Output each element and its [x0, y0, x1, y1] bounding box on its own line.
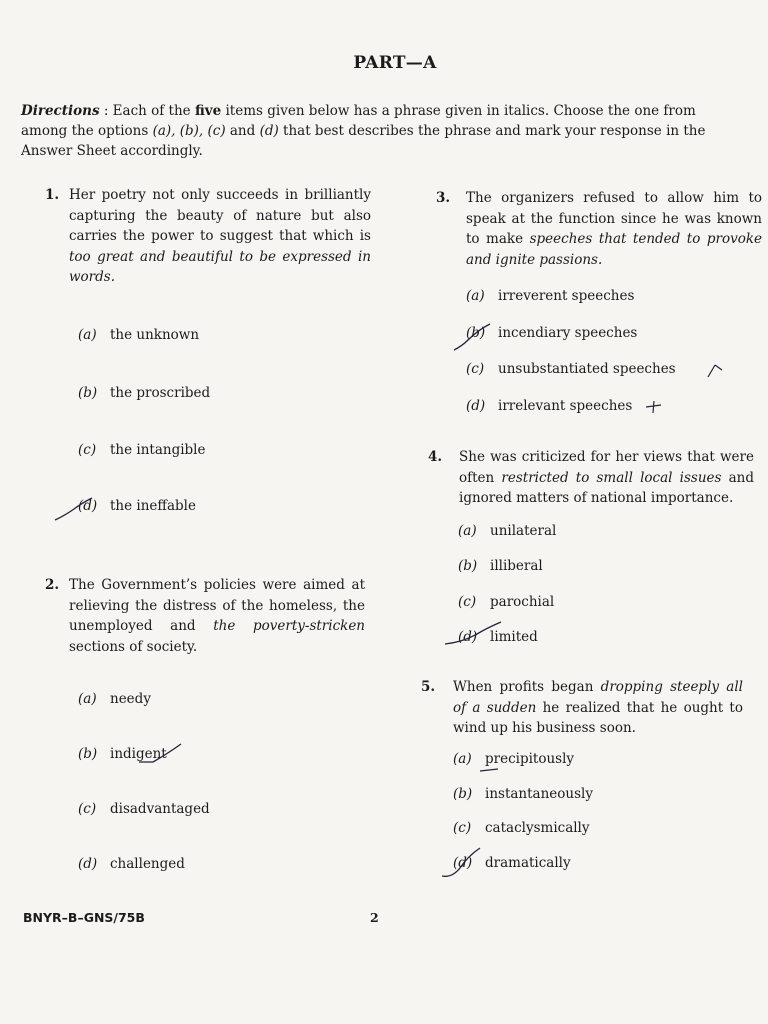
directions-text: Answer Sheet accordingly. — [21, 143, 203, 159]
page-title: PART—A — [353, 53, 437, 73]
question-number: 4. — [428, 449, 443, 465]
question-4 — [428, 447, 754, 509]
directions-text: : Each of the — [99, 103, 195, 119]
option-letter: (a) — [453, 751, 472, 767]
option-text: needy — [110, 691, 151, 707]
option-letter: (b) — [453, 786, 473, 802]
option-letter: (d) — [458, 629, 478, 645]
q5-option-a[interactable] — [453, 751, 574, 767]
option-letter: (d) — [453, 855, 473, 871]
option-text: parochial — [490, 594, 555, 610]
option-text: cataclysmically — [485, 820, 590, 836]
q1-option-a[interactable] — [78, 327, 199, 343]
q2-option-c[interactable] — [78, 801, 210, 817]
option-letter: (c) — [458, 594, 477, 610]
option-letter: (b) — [78, 385, 98, 401]
stem-text: Her poetry not only succeeds in brilliantly capturing the beauty of nature but also carries the power to suggest that which is — [69, 187, 371, 244]
option-text: the ineffable — [110, 498, 196, 514]
question-stem — [453, 677, 743, 739]
option-text: challenged — [110, 856, 185, 872]
stem-text: sections of society. — [69, 638, 198, 655]
booklet-code: BNYR–B–GNS/75B — [23, 910, 145, 925]
question-number: 2. — [45, 577, 60, 593]
directions-text: that best describes the phrase and mark your response in the — [278, 123, 706, 139]
option-text: incendiary speeches — [498, 325, 638, 341]
q1-option-d[interactable] — [78, 498, 196, 514]
q3-option-a[interactable] — [466, 288, 634, 304]
option-text: limited — [490, 629, 538, 645]
option-text: indigent — [110, 746, 167, 762]
question-number: 5. — [421, 679, 436, 695]
q2-option-d[interactable] — [78, 856, 185, 872]
q2-option-a[interactable] — [78, 691, 151, 707]
q4-option-b[interactable] — [458, 558, 543, 574]
q3-option-b[interactable] — [466, 325, 637, 341]
q5-option-b[interactable] — [453, 786, 593, 802]
option-letter: (d) — [466, 398, 486, 414]
option-text: illiberal — [490, 558, 543, 574]
cross-mark-icon — [705, 361, 725, 379]
option-letter: (a) — [466, 288, 485, 304]
option-text: the proscribed — [110, 385, 211, 401]
question-stem — [459, 447, 754, 509]
option-letter: (a) — [78, 327, 97, 343]
question-number: 1. — [45, 187, 60, 203]
option-letter: (c) — [453, 820, 472, 836]
q1-option-b[interactable] — [78, 385, 210, 401]
option-text: unsubstantiated speeches — [498, 361, 676, 377]
option-letter: (a) — [458, 523, 477, 539]
stem-text: She was criticized for her views that were often — [459, 449, 754, 486]
option-letter: (b) — [78, 746, 98, 762]
stem-italic: too great and beautiful to be expressed in words. — [69, 248, 371, 285]
question-number: 3. — [436, 190, 451, 206]
q5-option-c[interactable] — [453, 820, 590, 836]
option-letter: (c) — [78, 442, 97, 458]
stem-italic: restricted to small local issues — [501, 469, 722, 486]
option-text: irrelevant speeches — [498, 398, 633, 414]
stem-italic: the poverty-stricken — [213, 618, 366, 634]
question-stem — [466, 188, 762, 270]
stem-text: and ignored matters of national importance. — [459, 469, 754, 506]
stem-text: he realized that he ought to wind up his business soon. — [453, 699, 743, 736]
question-2 — [45, 575, 365, 657]
option-letter: (c) — [466, 361, 485, 377]
option-text: instantaneously — [485, 786, 593, 802]
question-3 — [436, 188, 762, 270]
directions-options: (a), (b), (c) — [152, 123, 226, 139]
q3-option-d[interactable] — [466, 398, 632, 414]
stem-text: The Government’s policies were aimed at relieving the distress of the homeless, the unemployed and — [69, 577, 365, 634]
q4-option-c[interactable] — [458, 594, 554, 610]
q3-option-c[interactable] — [466, 361, 676, 377]
q1-option-c[interactable] — [78, 442, 206, 458]
option-text: irreverent speeches — [498, 288, 635, 304]
stem-text: When profits began — [453, 679, 601, 695]
option-letter: (d) — [78, 498, 98, 514]
directions-text: and — [225, 123, 260, 139]
option-text: unilateral — [490, 523, 557, 539]
option-letter: (b) — [458, 558, 478, 574]
option-letter: (b) — [466, 325, 486, 341]
underline-mark-icon — [478, 766, 502, 774]
question-1 — [45, 185, 371, 288]
cross-mark-icon — [644, 398, 664, 416]
stem-italic: speeches that tended to provoke and ignite passions. — [466, 231, 763, 268]
question-stem — [69, 185, 371, 288]
q5-option-d[interactable] — [453, 855, 571, 871]
option-text: the unknown — [110, 327, 200, 343]
question-5 — [421, 677, 743, 739]
directions-text: items given below has a phrase given in italics. Choose the one from — [221, 103, 696, 119]
stem-italic: dropping steeply all of a sudden — [453, 679, 743, 716]
page-number: 2 — [370, 910, 379, 925]
directions-label: Directions — [21, 103, 100, 119]
directions-text: among the options — [21, 123, 153, 139]
directions-options: (d) — [259, 123, 279, 139]
option-letter: (c) — [78, 801, 97, 817]
option-letter: (d) — [78, 856, 98, 872]
q4-option-a[interactable] — [458, 523, 556, 539]
option-text: dramatically — [485, 855, 571, 871]
option-text: disadvantaged — [110, 801, 210, 817]
option-letter: (a) — [78, 691, 97, 707]
q4-option-d[interactable] — [458, 629, 538, 645]
directions-bold: five — [194, 103, 222, 119]
question-stem — [69, 575, 365, 657]
directions — [21, 101, 768, 161]
option-text: the intangible — [110, 442, 206, 458]
q2-option-b[interactable] — [78, 746, 167, 762]
option-text: precipitously — [485, 751, 575, 767]
stem-text: The organizers refused to allow him to speak at the function since he was known to make — [466, 190, 762, 247]
